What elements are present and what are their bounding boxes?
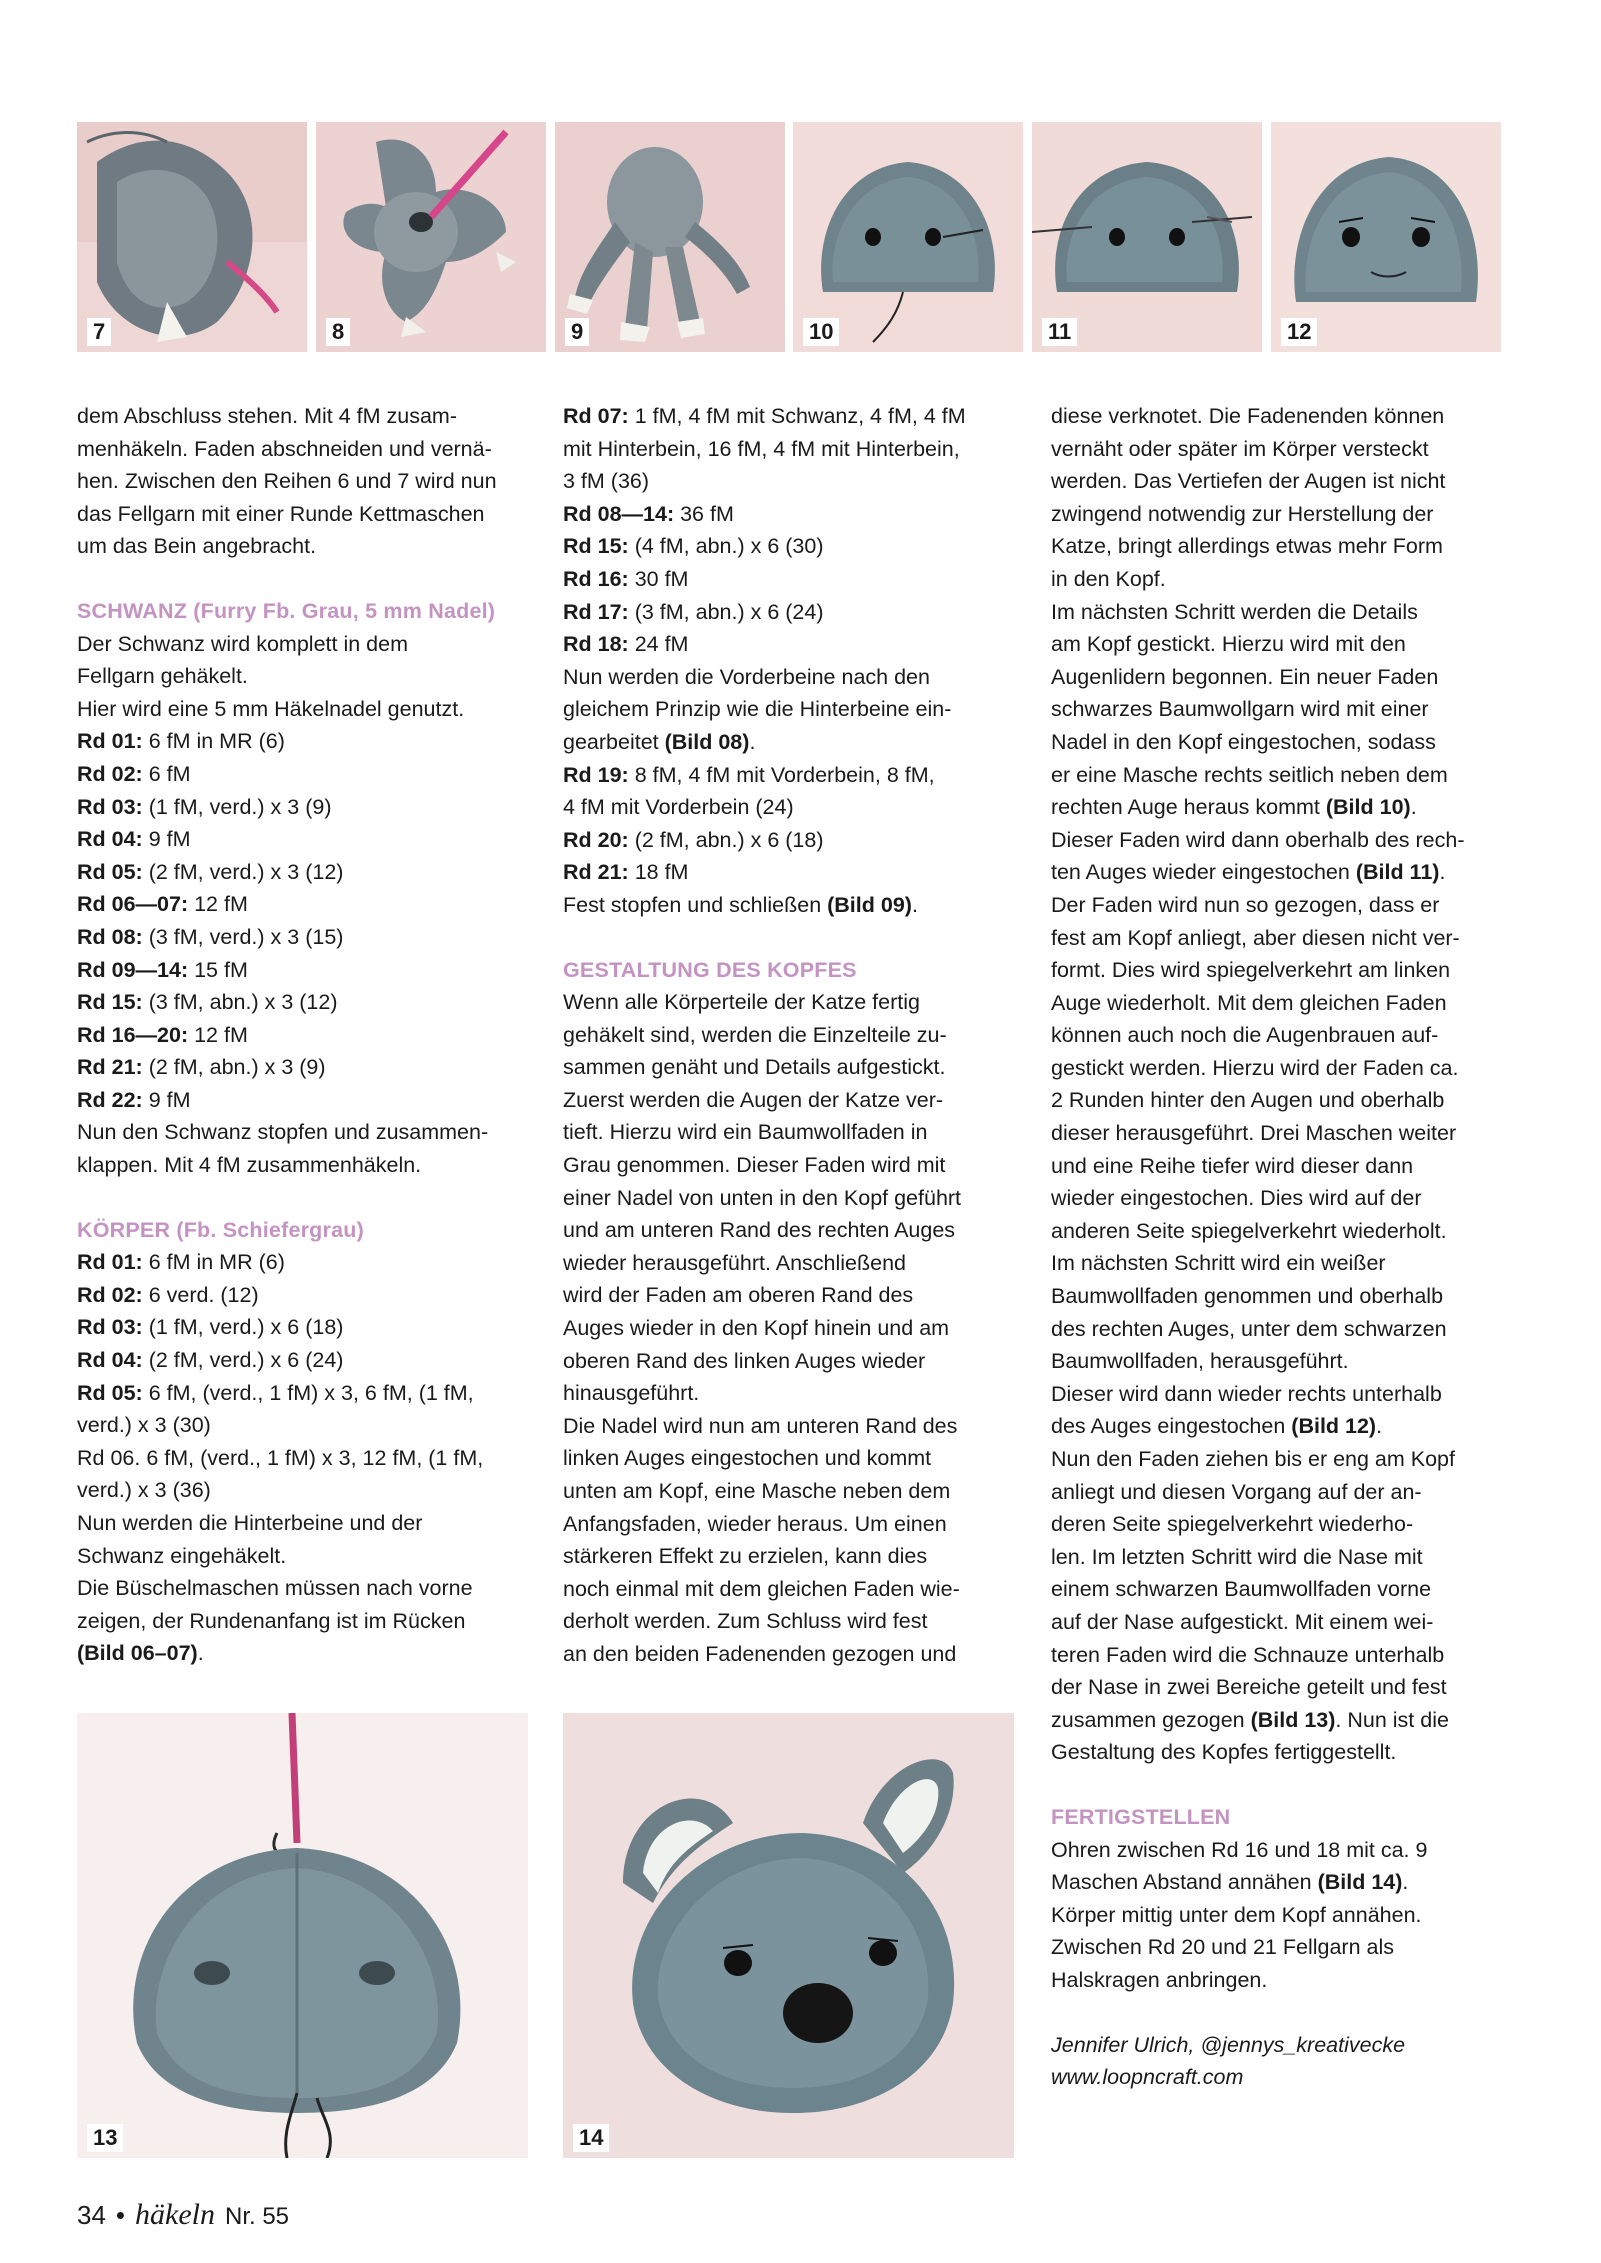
text-line: Die Nadel wird nun am unteren Rand des [563,1413,958,1438]
bullet-separator: • [115,2200,126,2230]
row-line [77,823,527,856]
photo-head-eyes [1271,122,1501,352]
text-line: Der Faden wird nun so gezogen, dass er [1051,892,1440,917]
text-line: wird der Faden am oberen Rand des [563,1283,914,1308]
row-label: Rd 03: [77,1315,143,1340]
row-text: (2 fM, abn.) x 3 (9) [142,1055,326,1080]
photo-number: 12 [1281,318,1317,346]
text-line: einer Nadel von unten in den Kopf geführt [563,1185,962,1210]
magazine-name: häkeln [135,2198,215,2231]
text-line: Auge wiederholt. Mit dem gleichen Faden [1051,990,1447,1015]
photo-koala-finished [563,1713,1014,2158]
text-line: Im nächsten Schritt wird ein weißer [1051,1251,1386,1276]
text-line: Nadel in den Kopf eingestochen, sodass [1051,729,1436,754]
text-line: Körper mittig unter dem Kopf annähen. [1051,1902,1422,1927]
text-line: verd.) x 3 (30) [77,1413,211,1438]
text-line: menhäkeln. Faden abschneiden und vernä- [77,436,492,461]
text-line: des Auges eingestochen (Bild 12). [1051,1414,1383,1439]
row-label: Rd 04: [77,827,143,852]
image-reference: (Bild 06–07) [77,1641,198,1666]
section-heading-koerper: KÖRPER (Fb. Schiefergrau) [77,1217,364,1242]
row-label: Rd 21: [77,1055,143,1080]
row-line [563,498,1013,531]
text-fragment: Fest stopfen und schließen [563,892,828,917]
text-line: Anfangsfaden, wieder heraus. Um einen [563,1511,947,1536]
row-label: Rd 01: [77,729,143,754]
text-line: Augenlidern begonnen. Ein neuer Faden [1051,664,1439,689]
text-line: formt. Dies wird spiegelverkehrt am linken [1051,958,1451,983]
row-line [77,758,527,791]
photo-number: 11 [1042,318,1077,346]
text-line: gestickt werden. Hierzu wird der Faden ca. [1051,1055,1459,1080]
text-line: Nun den Faden ziehen bis er eng am Kopf [1051,1447,1455,1471]
row-text: (3 fM, verd.) x 3 (15) [142,924,344,949]
row-text: 15 fM [188,957,248,982]
text-line: Halskragen anbringen. [1051,1967,1268,1992]
text-fragment: gearbeitet [563,729,665,754]
text-line: er eine Masche rechts seitlich neben dem [1051,762,1448,787]
text-line: gehäkelt sind, werden die Einzelteile zu- [563,1022,947,1047]
text-line: mit Hinterbein, 16 fM, 4 fM mit Hinterbein, [563,436,960,461]
text-fragment: Maschen Abstand annähen [1051,1870,1318,1895]
text-line: linken Auges eingestochen und kommt [563,1446,932,1471]
text-line: Wenn alle Körperteile der Katze fertig [563,990,920,1015]
row-label: Rd 08—14: [563,501,675,526]
text-line: Katze, bringt allerdings etwas mehr Form [1051,534,1443,559]
image-reference: (Bild 09) [827,892,912,917]
punctuation: . [197,1641,204,1666]
row-line [77,1377,527,1410]
text-line: Dieser wird dann wieder rechts unterhalb [1051,1381,1442,1406]
text-line: oberen Rand des linken Auges wieder [563,1348,926,1373]
row-label: Rd 06—07: [77,892,189,917]
section-heading-fertigstellen: FERTIGSTELLEN [1051,1804,1231,1829]
photo-head-thread [793,122,1023,352]
row-line [563,563,1013,596]
text-line: 3 fM (36) [563,469,650,494]
row-label: Rd 15: [77,990,143,1015]
image-reference: (Bild 13) [1250,1707,1336,1732]
text-fragment: . Nun ist die [1335,1707,1449,1732]
row-label: Rd 19: [563,762,629,787]
row-line [563,628,1013,661]
row-text: (1 fM, verd.) x 3 (9) [142,794,332,819]
text-line: sammen genäht und Details aufgestickt. [563,1055,946,1080]
row-text: (2 fM, verd.) x 6 (24) [142,1348,344,1373]
image-reference: (Bild 08) [664,729,750,754]
text-line [1051,1704,1501,1737]
row-line [563,596,1013,629]
text-line: zeigen, der Rundenanfang ist im Rücken [77,1608,466,1633]
row-label: Rd 01: [77,1250,143,1275]
image-reference: (Bild 11) [1355,860,1440,885]
text-line: Zuerst werden die Augen der Katze ver- [563,1087,944,1112]
text-line: ten Auges wieder eingestochen (Bild 11). [1051,860,1446,885]
row-line [77,1279,527,1312]
text-line: teren Faden wird die Schnauze unterhalb [1051,1642,1445,1667]
text-line: können auch noch die Augenbrauen auf- [1051,1023,1439,1048]
row-line [563,530,1013,563]
text-line: Baumwollfaden, herausgeführt. [1051,1349,1349,1374]
row-line [77,888,527,921]
page-number: 34 [77,2200,106,2230]
row-text: (2 fM, abn.) x 6 (18) [628,827,824,852]
text-line: gleichem Prinzip wie die Hinterbeine ein- [563,697,952,722]
photo-head-eyelids [1032,122,1262,352]
image-reference: (Bild 12) [1291,1414,1377,1439]
row-line [77,1051,527,1084]
text-line: und eine Reihe tiefer wird dieser dann [1051,1153,1414,1178]
row-label: Rd 16—20: [77,1022,189,1047]
row-label: Rd 04: [77,1348,143,1373]
text-line: und am unteren Rand des rechten Auges [563,1218,956,1243]
text-fragment: zusammen gezogen [1051,1707,1251,1732]
text-line [77,1637,527,1670]
text-line: anderen Seite spiegelverkehrt wiederholt. [1051,1218,1447,1243]
section-heading-schwanz: SCHWANZ (Furry Fb. Grau, 5 mm Nadel) [77,598,496,623]
text-line: dem Abschluss stehen. Mit 4 fM zusam- [77,404,457,428]
text-line: Nun werden die Vorderbeine nach den [563,664,930,689]
row-text: 24 fM [628,632,689,657]
photo-head-assembly [77,1713,528,2158]
text-line: klappen. Mit 4 fM zusammenhäkeln. [77,1153,422,1178]
text-line: an den beiden Fadenenden gezogen und [563,1641,957,1666]
row-label: Rd 16: [563,566,629,591]
text-line: am Kopf gestickt. Hierzu wird mit den [1051,632,1406,657]
text-line: anliegt und diesen Vorgang auf der an- [1051,1479,1422,1504]
row-line [77,791,527,824]
text-line: schwarzes Baumwollgarn wird mit einer [1051,697,1429,722]
photo-body-hook [316,122,546,352]
text-line: diese verknotet. Die Fadenenden können [1051,404,1445,428]
text-line: auf der Nase aufgestickt. Mit einem wei- [1051,1609,1434,1634]
row-text: 18 fM [628,860,689,885]
text-line: vernäht oder später im Körper versteckt [1051,436,1429,461]
text-line: in den Kopf. [1051,566,1166,591]
row-line [77,725,527,758]
text-line: Gestaltung des Kopfes fertiggestellt. [1051,1740,1397,1765]
photo-number: 7 [87,318,111,346]
image-reference: (Bild 14) [1317,1870,1403,1895]
website-link[interactable]: www.loopncraft.com [1051,2065,1244,2090]
text-line: dieser herausgeführt. Drei Maschen weiter [1051,1121,1457,1146]
row-text: (2 fM, verd.) x 3 (12) [142,859,344,884]
text-line: verd.) x 3 (36) [77,1478,211,1503]
photo-number: 8 [326,318,350,346]
text-line: hinausgeführt. [563,1381,700,1406]
text-line: Auges wieder in den Kopf hinein und am [563,1316,950,1341]
text-line: der Nase in zwei Bereiche geteilt und fest [1051,1675,1447,1700]
text-line: gearbeitet (Bild 08). [563,729,756,754]
text-line: um das Bein angebracht. [77,534,317,559]
text-line: Fellgarn gehäkelt. [77,664,248,689]
photo-number: 14 [573,2124,609,2152]
text-line: Grau genommen. Dieser Faden wird mit [563,1153,946,1178]
text-line: Maschen Abstand annähen (Bild 14). [1051,1870,1409,1895]
text-line: stärkeren Effekt zu erzielen, kann dies [563,1544,928,1569]
text-line: einem schwarzen Baumwollfaden vorne [1051,1577,1432,1602]
text-line: hen. Zwischen den Reihen 6 und 7 wird nun [77,469,497,494]
section-heading-kopf: GESTALTUNG DES KOPFES [563,957,857,982]
text-line: 4 fM mit Vorderbein (24) [563,795,794,820]
text-line: wieder herausgeführt. Anschließend [563,1250,907,1275]
text-line: tieft. Hierzu wird ein Baumwollfaden in [563,1120,928,1145]
row-line [77,986,527,1019]
row-label: Rd 09—14: [77,957,189,982]
text-line: noch einmal mit dem gleichen Faden wie- [563,1576,960,1601]
text-line: wieder eingestochen. Dies wird auf der [1051,1186,1422,1211]
text-fragment: des Auges eingestochen [1051,1414,1292,1439]
text-line: 2 Runden hinter den Augen und oberhalb [1051,1088,1445,1113]
row-line [563,400,1013,433]
row-text: 12 fM [188,1022,248,1047]
row-line [77,1246,527,1279]
row-label: Rd 08: [77,924,143,949]
text-line: fest am Kopf anliegt, aber diesen nicht ver- [1051,925,1460,950]
row-label: Rd 15: [563,534,629,559]
row-text: (1 fM, verd.) x 6 (18) [142,1315,344,1340]
row-label: Rd 22: [77,1087,143,1112]
text-line: Die Büschelmaschen müssen nach vorne [77,1576,473,1601]
text-line: werden. Das Vertiefen der Augen ist nicht [1051,469,1446,494]
row-line [77,1311,527,1344]
row-label: Rd 02: [77,1282,143,1307]
row-label: Rd 05: [77,859,143,884]
row-label: Rd 03: [77,794,143,819]
row-label: Rd 18: [563,632,629,657]
row-text: 1 fM, 4 fM mit Schwanz, 4 fM, 4 fM [628,404,966,428]
text-line: Der Schwanz wird komplett in dem [77,631,408,656]
text-line: derholt werden. Zum Schluss wird fest [563,1609,928,1634]
text-line: len. Im letzten Schritt wird die Nase mit [1051,1544,1423,1569]
row-line [77,1344,527,1377]
text-line: Rd 06. 6 fM, (verd., 1 fM) x 3, 12 fM, (1 fM, [77,1445,484,1470]
row-text: 9 fM [142,1087,191,1112]
issue-number: Nr. 55 [225,2203,290,2230]
row-line [563,759,1013,792]
text-line: Baumwollfaden genommen und oberhalb [1051,1284,1444,1309]
text-line: Schwanz eingehäkelt. [77,1543,287,1568]
row-text: 6 fM, (verd., 1 fM) x 3, 6 fM, (1 fM, [142,1380,474,1405]
text-line: Ohren zwischen Rd 16 und 18 mit ca. 9 [1051,1837,1428,1862]
text-line: Nun den Schwanz stopfen und zusammen- [77,1120,489,1145]
text-column-2 [563,400,1013,1671]
row-text: 36 fM [674,501,734,526]
row-text: (3 fM, abn.) x 3 (12) [142,990,338,1015]
row-line [563,856,1013,889]
text-line: Dieser Faden wird dann oberhalb des rech- [1051,827,1465,852]
row-line [77,954,527,987]
photo-leg-fur [77,122,307,352]
text-line: unten am Kopf, eine Masche neben dem [563,1479,951,1503]
photo-number: 13 [87,2124,123,2152]
text-fragment: rechten Auge heraus kommt [1051,795,1326,820]
row-text: 9 fM [142,827,191,852]
page-footer [77,2198,289,2232]
row-line [563,824,1013,857]
row-text: 12 fM [188,892,248,917]
text-line: Fest stopfen und schließen (Bild 09). [563,892,918,917]
row-line [77,856,527,889]
text-column-1 [77,400,527,1670]
text-line: das Fellgarn mit einer Runde Kettmaschen [77,501,485,526]
text-line: Im nächsten Schritt werden die Details [1051,599,1418,624]
row-label: Rd 02: [77,761,143,786]
row-line [77,1019,527,1052]
row-line [77,921,527,954]
text-line: Nun werden die Hinterbeine und der [77,1511,423,1535]
text-line: Hier wird eine 5 mm Häkelnadel genutzt. [77,696,465,721]
text-line: des rechten Auges, unter dem schwarzen [1051,1316,1447,1341]
image-reference: (Bild 10) [1325,795,1411,820]
row-text: (3 fM, abn.) x 6 (24) [628,599,824,624]
row-line [77,1084,527,1117]
text-column-3 [1051,400,1501,2094]
photo-number: 10 [803,318,839,346]
row-label: Rd 21: [563,860,629,885]
text-fragment: ten Auges wieder eingestochen [1051,860,1356,885]
row-text: 30 fM [628,566,689,591]
photo-body-stuffed [555,122,785,352]
text-line: zwingend notwendig zur Herstellung der [1051,501,1434,526]
row-label: Rd 17: [563,599,629,624]
row-text: 6 fM [142,761,191,786]
row-text: 6 fM in MR (6) [142,729,285,754]
author-credit: Jennifer Ulrich, @jennys_kreativecke [1051,2032,1406,2057]
row-text: (4 fM, abn.) x 6 (30) [628,534,824,559]
text-line: Zwischen Rd 20 und 21 Fellgarn als [1051,1935,1394,1960]
row-label: Rd 07: [563,404,629,428]
row-text: 8 fM, 4 fM mit Vorderbein, 8 fM, [628,762,935,787]
text-line: rechten Auge heraus kommt (Bild 10). [1051,795,1417,820]
row-text: 6 fM in MR (6) [142,1250,285,1275]
row-label: Rd 05: [77,1380,143,1405]
row-label: Rd 20: [563,827,629,852]
row-text: 6 verd. (12) [142,1282,259,1307]
row-list-schwanz [77,725,527,1116]
text-line: deren Seite spiegelverkehrt wiederho- [1051,1512,1414,1537]
photo-number: 9 [565,318,589,346]
